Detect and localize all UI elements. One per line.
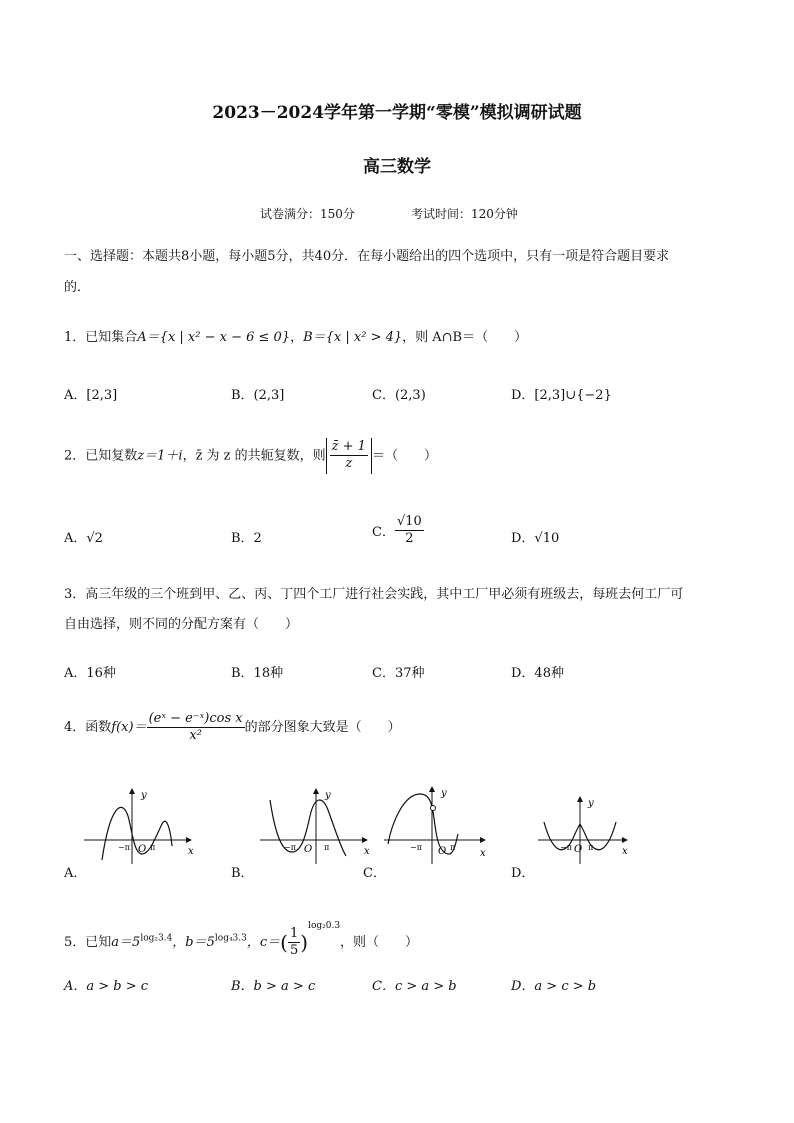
q2-option-c-num: √10: [396, 514, 422, 529]
time-label: 考试时间：120分钟: [411, 207, 518, 221]
q4-option-d[interactable]: D．: [511, 866, 535, 881]
q5-option-a[interactable]: A．a > b > c: [64, 979, 149, 994]
q5-a-exp: log₂3.4: [140, 933, 173, 944]
graph-d-neg-pi: −π: [560, 843, 572, 852]
q5-a: a＝5: [111, 935, 141, 950]
graph-c-x-label: x: [480, 848, 486, 859]
q5-b-exp: log₄3.3: [214, 933, 247, 944]
graph-b-neg-pi: −π: [284, 843, 296, 852]
q4-prefix: 4．函数: [64, 720, 112, 735]
q5-prefix: 5．已知: [64, 935, 112, 950]
q5-suffix: ，则（ ）: [340, 935, 419, 950]
q4-den: x²: [189, 728, 202, 743]
q1-set-a: A＝{x | x² − x − 6 ≤ 0}: [137, 330, 291, 345]
q4-num: (eˣ − e⁻ˣ)cos x: [148, 711, 243, 726]
question-4: [64, 708, 401, 748]
q1-sep: ，: [290, 330, 304, 345]
graph-a-neg-pi: −π: [118, 843, 130, 852]
q2-option-a[interactable]: A．√2: [64, 531, 103, 546]
q2-abs-fraction: [326, 438, 372, 474]
q4-option-a[interactable]: A．: [64, 866, 87, 881]
graph-d: [536, 794, 636, 866]
q5-c-exp: log₂0.3: [308, 921, 341, 931]
q2-mid: ，z̄ 为 z 的共轭复数，则: [182, 448, 326, 464]
q2-suffix: ＝（ ）: [371, 448, 437, 464]
q3-option-c[interactable]: C．37种: [372, 666, 425, 681]
graph-b-y-label: y: [325, 790, 331, 801]
subject-title: 高三数学: [363, 157, 431, 177]
q5-option-b[interactable]: B．b > a > c: [231, 979, 316, 994]
q5-c-den: 5: [289, 943, 299, 958]
q5-option-d[interactable]: D．a > c > b: [511, 979, 597, 994]
graph-a-pi: π: [150, 843, 156, 852]
q4-suffix: 的部分图象大致是（ ）: [244, 720, 401, 735]
q1-prefix: 1．已知集合: [64, 330, 138, 345]
q2-prefix: 2．已知复数: [64, 448, 138, 464]
graph-a: [80, 786, 200, 866]
section-intro-cont: 的．: [64, 280, 91, 295]
q3-option-a[interactable]: A．16种: [64, 666, 116, 681]
graph-d-origin: O: [574, 844, 583, 855]
q2-option-d[interactable]: D．√10: [511, 531, 560, 546]
q5-c-num: 1: [289, 926, 299, 941]
question-5: 5．已知$a=5^{log_23.4}$，$b=5^{log_43.3}$，c＝( $\frac{1}{5}$ )$^{log_20.3}$，则（ ）: [64, 921, 419, 958]
q2-option-c-den: 2: [405, 531, 414, 546]
graph-c-origin: O: [438, 846, 447, 857]
q3-option-d[interactable]: D．48种: [511, 666, 564, 681]
section-intro: 一、选择题：本题共8小题，每小题5分，共40分．在每小题给出的四个选项中，只有一项是符合题目要求: [64, 249, 670, 264]
graph-c-y-label: y: [441, 788, 447, 799]
q1-option-c[interactable]: C．(2,3): [372, 388, 426, 403]
q2-option-c-label: C．: [372, 525, 395, 540]
graph-c-pi: π: [450, 843, 456, 852]
graph-a-origin: O: [138, 844, 147, 855]
q2-frac-den: z: [345, 456, 353, 471]
q4-fx: f(x)＝: [111, 720, 147, 735]
graph-c-neg-pi: −π: [410, 843, 422, 852]
q1-set-b: B＝{x | x² > 4}: [303, 330, 403, 345]
page-title: 2023－2024学年第一学期“零模”模拟调研试题: [212, 103, 582, 123]
q5-b: ，b＝5: [172, 935, 215, 950]
score-label: 试卷满分：150分: [260, 207, 355, 221]
question-1: [64, 328, 527, 348]
q1-option-d[interactable]: D．[2,3]∪{−2}: [511, 388, 612, 403]
q1-option-a[interactable]: A．[2,3]: [64, 388, 118, 403]
q4-option-c[interactable]: C．: [363, 866, 386, 881]
q2-frac-num: z̄ + 1: [331, 439, 366, 454]
graph-d-y-label: y: [588, 798, 594, 809]
q1-suffix: ，则 A∩B＝（ ）: [402, 330, 528, 345]
question-3: 3．高三年级的三个班到甲、乙、丙、丁四个工厂进行社会实践，其中工厂甲必须有班级去，每班去何工厂可: [64, 587, 684, 602]
graph-b-pi: π: [324, 843, 330, 852]
graph-d-pi: π: [588, 843, 594, 852]
question-2: [64, 438, 437, 475]
q5-c: ，c＝: [246, 935, 281, 950]
graph-b-origin: O: [304, 844, 313, 855]
q2-z: z＝1＋i: [137, 448, 183, 464]
question-3-cont: 自由选择，则不同的分配方案有（ ）: [64, 617, 299, 632]
q5-option-c[interactable]: C．c > a > b: [372, 979, 457, 994]
graph-a-y-label: y: [141, 790, 147, 801]
q3-option-b[interactable]: B．18种: [231, 666, 284, 681]
graph-b-x-label: x: [364, 846, 370, 857]
graph-d-x-label: x: [622, 846, 628, 857]
q2-option-b[interactable]: B．2: [231, 531, 262, 546]
graph-c: [382, 782, 494, 866]
graph-a-x-label: x: [188, 846, 194, 857]
q2-option-c[interactable]: [372, 514, 424, 547]
q1-option-b[interactable]: B．(2,3]: [231, 388, 285, 403]
q4-option-b[interactable]: B．: [231, 866, 254, 881]
graph-b: [256, 786, 376, 866]
